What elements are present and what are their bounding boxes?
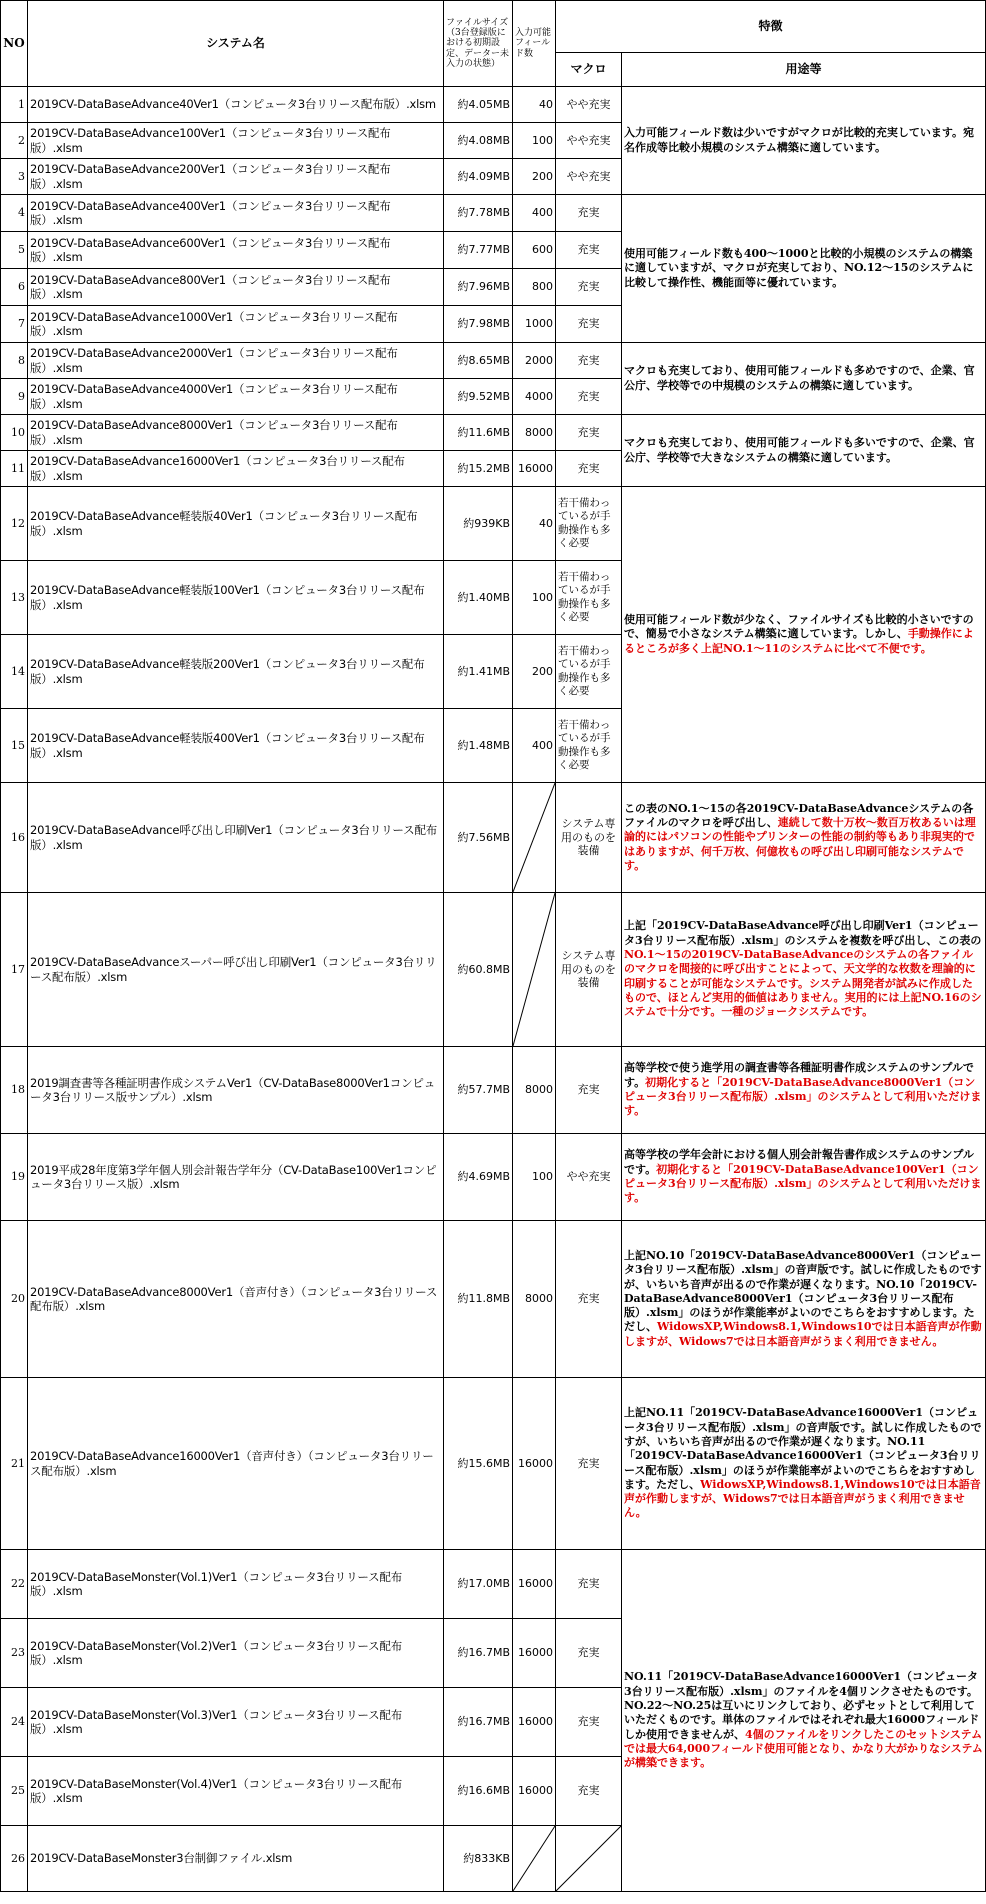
row-name: 2019CV-DataBaseAdvance8000Ver1（音声付き）（コンピュータ3台リリース配布版）.xlsm bbox=[28, 1221, 444, 1378]
row-macro: 充実 bbox=[556, 1550, 622, 1619]
row-macro: 充実 bbox=[556, 195, 622, 232]
row-name: 2019CV-DataBaseMonster(Vol.3)Ver1（コンピュータ3台リリース配布版）.xlsm bbox=[28, 1688, 444, 1757]
usage-note-group3: マクロも充実しており、使用可能フィールドも多めですので、企業、官公庁、学校等での中規模のシステムの構築に適しています。 bbox=[622, 343, 986, 415]
row-no: 19 bbox=[1, 1134, 28, 1221]
header-input-fields: 入力可能フィールド数 bbox=[513, 1, 556, 87]
row-size: 約60.8MB bbox=[444, 893, 513, 1047]
row-no: 11 bbox=[1, 451, 28, 487]
row-name: 2019CV-DataBaseAdvance軽装版40Ver1（コンピュータ3台リリース配布版）.xlsm bbox=[28, 487, 444, 561]
header-features: 特徴 bbox=[556, 1, 986, 53]
row-name: 2019CV-DataBaseAdvanceスーパー呼び出し印刷Ver1（コンピュータ3台リリース配布版）.xlsm bbox=[28, 893, 444, 1047]
row-fields: 100 bbox=[513, 1134, 556, 1221]
row-no: 2 bbox=[1, 123, 28, 159]
usage-note-warning: WidowsXP,Windows8.1,Windows10では日本語音声が作動しますが、Widows7では日本語音声がうまく利用できません。 bbox=[624, 1477, 981, 1520]
row-name: 2019CV-DataBaseAdvance800Ver1（コンピュータ3台リリース配布版）.xlsm bbox=[28, 269, 444, 306]
row-size: 約11.8MB bbox=[444, 1221, 513, 1378]
row-fields: 1000 bbox=[513, 306, 556, 343]
usage-note-text: NO.11「2019CV-DataBaseAdvance16000Ver1（コンピュータ3台リリース配布版）.xlsm」のファイルを4個リンクさせたものです。NO.22〜NO.25は互いにリンクしており、必ずセットとして利用していただくものです。単体のファイルではそれぞれ最大16000フィールドしか使用できませんが、 bbox=[624, 1670, 980, 1741]
usage-note-row20 bbox=[622, 1221, 986, 1378]
row-fields: 16000 bbox=[513, 1757, 556, 1826]
row-size: 約7.77MB bbox=[444, 232, 513, 269]
row-name: 2019CV-DataBaseAdvance軽装版100Ver1（コンピュータ3台リリース配布版）.xlsm bbox=[28, 561, 444, 635]
row-no: 15 bbox=[1, 709, 28, 783]
diagonal-slash bbox=[513, 783, 555, 892]
row-fields: 400 bbox=[513, 195, 556, 232]
header-system-name: システム名 bbox=[28, 1, 444, 87]
row-macro: 充実 bbox=[556, 306, 622, 343]
row-name: 2019調査書等各種証明書作成システムVer1（CV-DataBase8000Ver1コンピュータ3台リリース版サンプル）.xlsm bbox=[28, 1047, 444, 1134]
row-name: 2019CV-DataBaseMonster(Vol.4)Ver1（コンピュータ3台リリース配布版）.xlsm bbox=[28, 1757, 444, 1826]
row-fields: 16000 bbox=[513, 1378, 556, 1550]
row-fields: 2000 bbox=[513, 343, 556, 379]
row-fields-empty bbox=[513, 783, 556, 893]
header-macro: マクロ bbox=[556, 53, 622, 87]
row-no: 25 bbox=[1, 1757, 28, 1826]
row-size: 約17.0MB bbox=[444, 1550, 513, 1619]
table-row bbox=[1, 195, 986, 232]
diagonal-slash bbox=[513, 1826, 555, 1891]
row-name: 2019CV-DataBaseAdvance2000Ver1（コンピュータ3台リリース配布版）.xlsm bbox=[28, 343, 444, 379]
row-size: 約1.40MB bbox=[444, 561, 513, 635]
row-size: 約939KB bbox=[444, 487, 513, 561]
row-no: 16 bbox=[1, 783, 28, 893]
row-macro: 充実 bbox=[556, 451, 622, 487]
row-size: 約4.05MB bbox=[444, 87, 513, 123]
row-size: 約1.41MB bbox=[444, 635, 513, 709]
row-size: 約7.56MB bbox=[444, 783, 513, 893]
table-row bbox=[1, 87, 986, 123]
usage-note-text: 高等学校の学年会計における個人別会計報告書作成システムのサンプルです。 bbox=[624, 1148, 974, 1176]
table-row bbox=[1, 783, 986, 893]
row-fields-empty bbox=[513, 893, 556, 1047]
row-fields: 16000 bbox=[513, 1688, 556, 1757]
row-macro: 充実 bbox=[556, 1378, 622, 1550]
row-name: 2019CV-DataBaseAdvance1000Ver1（コンピュータ3台リリース配布版）.xlsm bbox=[28, 306, 444, 343]
row-name: 2019CV-DataBaseAdvance200Ver1（コンピュータ3台リリース配布版）.xlsm bbox=[28, 159, 444, 195]
row-macro: システム専用のものを装備 bbox=[556, 893, 622, 1047]
row-size: 約7.98MB bbox=[444, 306, 513, 343]
row-macro: 充実 bbox=[556, 1047, 622, 1134]
row-macro: 充実 bbox=[556, 1757, 622, 1826]
usage-note-group5 bbox=[622, 487, 986, 783]
row-name: 2019CV-DataBaseMonster(Vol.1)Ver1（コンピュータ3台リリース配布版）.xlsm bbox=[28, 1550, 444, 1619]
row-no: 26 bbox=[1, 1826, 28, 1892]
row-size: 約11.6MB bbox=[444, 415, 513, 451]
row-macro-empty bbox=[556, 1826, 622, 1892]
row-size: 約1.48MB bbox=[444, 709, 513, 783]
usage-note-group1: 入力可能フィールド数は少いですがマクロが比較的充実しています。宛名作成等比較小規模のシステム構築に適しています。 bbox=[622, 87, 986, 195]
row-macro: やや充実 bbox=[556, 123, 622, 159]
row-name: 2019CV-DataBaseMonster3台制御ファイル.xlsm bbox=[28, 1826, 444, 1892]
row-no: 8 bbox=[1, 343, 28, 379]
usage-note-text: 上記NO.11「2019CV-DataBaseAdvance16000Ver1（コンピュータ3台リリース配布版）.xlsm」の音声版です。試しに作成したものですが、いちいち音声が出るので作業が遅くなります。NO.11「2019CV-DataBaseAdvance16000Ver1（コンピュータ3台リリース配布版）.xlsm」のほうが作業能率がよいのでこちらをおすすめします。ただし、 bbox=[624, 1406, 982, 1491]
usage-note-row17 bbox=[622, 893, 986, 1047]
row-size: 約4.69MB bbox=[444, 1134, 513, 1221]
table-row bbox=[1, 487, 986, 561]
row-macro: 若干備わっているが手動操作も多く必要 bbox=[556, 709, 622, 783]
table-row bbox=[1, 1134, 986, 1221]
row-name: 2019CV-DataBaseAdvance呼び出し印刷Ver1（コンピュータ3台リリース配布版）.xlsm bbox=[28, 783, 444, 893]
row-size: 約16.7MB bbox=[444, 1688, 513, 1757]
table-row bbox=[1, 343, 986, 379]
row-size: 約15.6MB bbox=[444, 1378, 513, 1550]
row-macro: 充実 bbox=[556, 1619, 622, 1688]
row-fields: 600 bbox=[513, 232, 556, 269]
row-fields: 8000 bbox=[513, 1047, 556, 1134]
usage-note-highlight: NO.1〜15の2019CV-DataBaseAdvanceのシステムの各ファイルのマクロを間接的に呼び出すことによって、天文学的な枚数を理論的に印刷することが可能なシステムです。システム開発者が試みに作成したもので、ほとんど実用的価値はありません。実用的には上記NO.16のシステムで十分です。一種のジョークシステムです。 bbox=[624, 948, 982, 1019]
row-fields: 40 bbox=[513, 487, 556, 561]
row-no: 14 bbox=[1, 635, 28, 709]
row-no: 22 bbox=[1, 1550, 28, 1619]
row-fields: 200 bbox=[513, 635, 556, 709]
row-macro: システム専用のものを装備 bbox=[556, 783, 622, 893]
row-name: 2019CV-DataBaseAdvance40Ver1（コンピュータ3台リリース配布版）.xlsm bbox=[28, 87, 444, 123]
table-row bbox=[1, 893, 986, 1047]
row-macro: やや充実 bbox=[556, 159, 622, 195]
row-macro: 若干備わっているが手動操作も多く必要 bbox=[556, 487, 622, 561]
row-macro: 充実 bbox=[556, 1221, 622, 1378]
row-macro: 充実 bbox=[556, 415, 622, 451]
row-macro: 若干備わっているが手動操作も多く必要 bbox=[556, 635, 622, 709]
usage-note-highlight: 初期化すると「2019CV-DataBaseAdvance8000Ver1（コンピュータ3台リリース配布版）.xlsm」のシステムとして利用いただけます。 bbox=[624, 1075, 982, 1118]
row-no: 17 bbox=[1, 893, 28, 1047]
row-macro: 充実 bbox=[556, 379, 622, 415]
row-no: 24 bbox=[1, 1688, 28, 1757]
usage-note-text: 上記NO.10「2019CV-DataBaseAdvance8000Ver1（コンピュータ3台リリース配布版）.xlsm」の音声版です。試しに作成したものですが、いちいち音声が出るので作業が遅くなります。NO.10「2019CV-DataBaseAdvance8000Ver1（コンピュータ3台リリース配布版）.xlsm」のほうが作業能率がよいのでこちらをおすすめします。ただし、 bbox=[624, 1248, 982, 1334]
header-file-size: ファイルサイズ（3台登録版における初期設定、データー未入力の状態） bbox=[444, 1, 513, 87]
row-size: 約9.52MB bbox=[444, 379, 513, 415]
row-fields: 200 bbox=[513, 159, 556, 195]
row-no: 18 bbox=[1, 1047, 28, 1134]
diagonal-slash bbox=[513, 893, 555, 1046]
usage-note-text: 使用可能フィールド数が少なく、ファイルサイズも比較的小さいですので、簡易で小さなシステム構築に適しています。しかし、 bbox=[624, 613, 974, 641]
row-size: 約4.08MB bbox=[444, 123, 513, 159]
row-no: 13 bbox=[1, 561, 28, 635]
row-size: 約16.6MB bbox=[444, 1757, 513, 1826]
row-size: 約57.7MB bbox=[444, 1047, 513, 1134]
row-size: 約7.96MB bbox=[444, 269, 513, 306]
diagonal-slash bbox=[556, 1826, 621, 1891]
row-size: 約4.09MB bbox=[444, 159, 513, 195]
header-no: NO bbox=[1, 1, 28, 87]
usage-note-warning: WidowsXP,Windows8.1,Windows10では日本語音声が作動しますが、Widows7では日本語音声がうまく利用できません。 bbox=[624, 1320, 982, 1348]
row-macro: 充実 bbox=[556, 232, 622, 269]
usage-note-group4: マクロも充実しており、使用可能フィールドも多いですので、企業、官公庁、学校等で大きなシステムの構築に適しています。 bbox=[622, 415, 986, 487]
row-name: 2019CV-DataBaseAdvance16000Ver1（コンピュータ3台リリース配布版）.xlsm bbox=[28, 451, 444, 487]
row-name: 2019平成28年度第3学年個人別会計報告学年分（CV-DataBase100Ver1コンピュータ3台リリース版）.xlsm bbox=[28, 1134, 444, 1221]
row-name: 2019CV-DataBaseAdvance400Ver1（コンピュータ3台リリース配布版）.xlsm bbox=[28, 195, 444, 232]
row-fields: 4000 bbox=[513, 379, 556, 415]
row-no: 20 bbox=[1, 1221, 28, 1378]
row-no: 5 bbox=[1, 232, 28, 269]
row-macro: 充実 bbox=[556, 269, 622, 306]
row-fields: 100 bbox=[513, 123, 556, 159]
usage-note-text: 高等学校で使う進学用の調査書等各種証明書作成システムのサンプルです。 bbox=[624, 1061, 974, 1089]
row-fields: 40 bbox=[513, 87, 556, 123]
row-fields: 400 bbox=[513, 709, 556, 783]
usage-note-group2: 使用可能フィールド数も400〜1000と比較的小規模のシステムの構築に適していますが、マクロが充実しており、NO.12〜15のシステムに比較して操作性、機能面等に優れています。 bbox=[622, 195, 986, 343]
row-no: 23 bbox=[1, 1619, 28, 1688]
row-fields: 16000 bbox=[513, 451, 556, 487]
row-macro: 充実 bbox=[556, 1688, 622, 1757]
row-size: 約8.65MB bbox=[444, 343, 513, 379]
usage-note-text: この表のNO.1〜15の各2019CV-DataBaseAdvanceシステムの各ファイルのマクロを呼び出し、 bbox=[624, 801, 974, 830]
usage-note-group6 bbox=[622, 1550, 986, 1892]
table-row bbox=[1, 415, 986, 451]
row-name: 2019CV-DataBaseAdvance軽装版200Ver1（コンピュータ3台リリース配布版）.xlsm bbox=[28, 635, 444, 709]
usage-note-row21 bbox=[622, 1378, 986, 1550]
row-size: 約833KB bbox=[444, 1826, 513, 1892]
row-fields: 8000 bbox=[513, 415, 556, 451]
usage-note-row16 bbox=[622, 783, 986, 893]
row-fields: 800 bbox=[513, 269, 556, 306]
row-name: 2019CV-DataBaseAdvance100Ver1（コンピュータ3台リリース配布版）.xlsm bbox=[28, 123, 444, 159]
row-macro: 若干備わっているが手動操作も多く必要 bbox=[556, 561, 622, 635]
row-no: 10 bbox=[1, 415, 28, 451]
row-fields: 16000 bbox=[513, 1619, 556, 1688]
row-name: 2019CV-DataBaseAdvance軽装版400Ver1（コンピュータ3台リリース配布版）.xlsm bbox=[28, 709, 444, 783]
table-row bbox=[1, 1221, 986, 1378]
usage-note-row19 bbox=[622, 1134, 986, 1221]
row-name: 2019CV-DataBaseAdvance16000Ver1（音声付き）（コンピュータ3台リリース配布版）.xlsm bbox=[28, 1378, 444, 1550]
usage-note-highlight: 連続して数十万枚〜数百万枚あるいは理論的にはパソコンの性能やプリンターの性能の制約等もあり非現実的ではありますが、何千万枚、何億枚もの呼び出し印刷可能なシステムです。 bbox=[624, 816, 976, 872]
row-macro: 充実 bbox=[556, 343, 622, 379]
table-row bbox=[1, 1047, 986, 1134]
row-name: 2019CV-DataBaseAdvance4000Ver1（コンピュータ3台リリース配布版）.xlsm bbox=[28, 379, 444, 415]
usage-note-row18 bbox=[622, 1047, 986, 1134]
row-no: 12 bbox=[1, 487, 28, 561]
row-no: 3 bbox=[1, 159, 28, 195]
row-fields: 100 bbox=[513, 561, 556, 635]
row-name: 2019CV-DataBaseAdvance8000Ver1（コンピュータ3台リリース配布版）.xlsm bbox=[28, 415, 444, 451]
row-size: 約15.2MB bbox=[444, 451, 513, 487]
row-no: 7 bbox=[1, 306, 28, 343]
row-size: 約7.78MB bbox=[444, 195, 513, 232]
usage-note-warning: 手動操作によるところが多く上記NO.1〜11のシステムに比べて不便です。 bbox=[624, 627, 974, 655]
row-name: 2019CV-DataBaseMonster(Vol.2)Ver1（コンピュータ3台リリース配布版）.xlsm bbox=[28, 1619, 444, 1688]
row-macro: やや充実 bbox=[556, 1134, 622, 1221]
row-size: 約16.7MB bbox=[444, 1619, 513, 1688]
row-name: 2019CV-DataBaseAdvance600Ver1（コンピュータ3台リリース配布版）.xlsm bbox=[28, 232, 444, 269]
usage-note-highlight: 初期化すると「2019CV-DataBaseAdvance100Ver1（コンピュータ3台リリース配布版）.xlsm」のシステムとして利用いただけます。 bbox=[624, 1162, 982, 1205]
row-no: 1 bbox=[1, 87, 28, 123]
row-no: 6 bbox=[1, 269, 28, 306]
header-usage: 用途等 bbox=[622, 53, 986, 87]
row-fields: 8000 bbox=[513, 1221, 556, 1378]
row-fields-empty bbox=[513, 1826, 556, 1892]
table-row bbox=[1, 1550, 986, 1619]
table-row bbox=[1, 1378, 986, 1550]
row-no: 4 bbox=[1, 195, 28, 232]
row-fields: 16000 bbox=[513, 1550, 556, 1619]
usage-note-text: 上記「2019CV-DataBaseAdvance呼び出し印刷Ver1（コンピュータ3台リリース配布版）.xlsm」のシステムを複数を呼び出し、この表の bbox=[624, 919, 982, 947]
row-macro: やや充実 bbox=[556, 87, 622, 123]
row-no: 9 bbox=[1, 379, 28, 415]
row-no: 21 bbox=[1, 1378, 28, 1550]
usage-note-highlight: 4個のファイルをリンクしたこのセットシステムでは最大64,000フィールド使用可能となり、かなり大がかりなシステムが構築できます。 bbox=[624, 1727, 983, 1770]
